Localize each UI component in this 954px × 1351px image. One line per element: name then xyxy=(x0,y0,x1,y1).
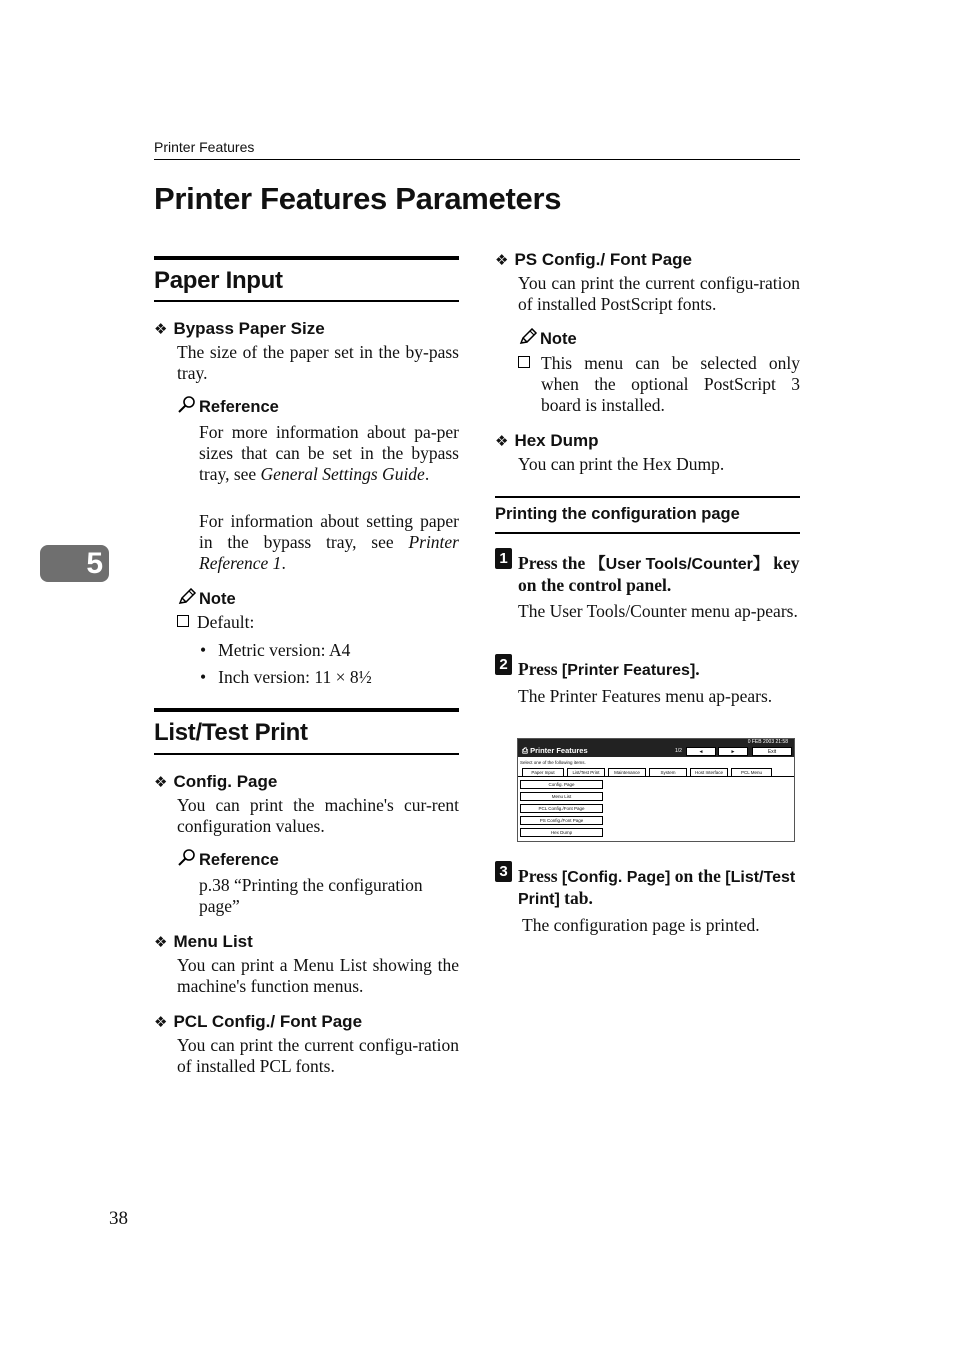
diamond-bullet-icon: ❖ xyxy=(154,321,168,338)
paper-input-section xyxy=(154,256,459,302)
note-heading: Note xyxy=(177,588,236,609)
screen-item-config-page[interactable]: Config. Page xyxy=(520,780,603,789)
step-2-number: 2 xyxy=(495,654,512,675)
bullet-item: • Metric version: A4 xyxy=(200,640,351,660)
ps-font-text: You can print the current configu-ration of installed PostScript fonts. xyxy=(518,273,800,314)
step-3-result: The configuration page is printed. xyxy=(522,915,760,935)
reference-text-2: For information about setting paper in the bypass tray, see Printer Reference 1. xyxy=(199,511,459,573)
screen-exit-button[interactable]: Exit xyxy=(752,747,792,756)
config-page-text: You can print the machine's cur-rent configuration values. xyxy=(177,795,459,836)
chapter-tab: 5 xyxy=(40,545,109,582)
bullet-item: • Inch version: 11 × 8½ xyxy=(200,667,372,687)
step-3-number: 3 xyxy=(495,861,512,882)
bullet-icon: • xyxy=(200,640,207,660)
hex-dump-text: You can print the Hex Dump. xyxy=(518,454,725,474)
printer-icon: ⎙ xyxy=(522,746,531,755)
checkbox-icon xyxy=(518,353,538,374)
screen-prev-button[interactable]: ◄ xyxy=(686,747,716,756)
screen-tab-paper-input[interactable]: Paper Input xyxy=(522,768,564,777)
step-1-number: 1 xyxy=(495,548,512,569)
config-page-title: ❖ Config. Page xyxy=(154,772,278,791)
reference-heading: Reference xyxy=(177,849,279,870)
step-2-title: Press [Printer Features]. xyxy=(518,659,700,679)
procedure-rule-bottom xyxy=(495,532,800,534)
running-head: Printer Features xyxy=(154,139,255,155)
screen-next-button[interactable]: ► xyxy=(718,747,748,756)
step-2-result: The Printer Features menu ap-pears. xyxy=(518,686,773,706)
printer-features-screen xyxy=(517,738,795,842)
page-number: 38 xyxy=(109,1208,128,1229)
pcl-font-title: ❖ PCL Config./ Font Page xyxy=(154,1012,363,1031)
step-1-result: The User Tools/Counter menu ap-pears. xyxy=(518,601,798,621)
reference-text-1: For more information about pa-per sizes that can be set in the bypass tray, see General Settings Guide. xyxy=(199,422,459,484)
step-3-title: Press [Config. Page] on the [List/Test Print] tab. xyxy=(518,866,796,908)
screen-tab-list-test-print[interactable]: List/Test Print xyxy=(567,768,605,777)
diamond-bullet-icon: ❖ xyxy=(495,433,509,450)
pencil-note-icon xyxy=(177,588,197,606)
magnifier-reference-icon xyxy=(177,396,197,414)
page-title: Printer Features Parameters xyxy=(154,181,562,216)
section-rule-top xyxy=(154,256,459,260)
pencil-note-icon xyxy=(518,328,538,346)
section-rule-bottom xyxy=(154,753,459,755)
ps-font-title: ❖ PS Config./ Font Page xyxy=(495,250,693,269)
magnifier-reference-icon xyxy=(177,849,197,867)
list-test-section xyxy=(154,708,459,755)
diamond-bullet-icon: ❖ xyxy=(154,1014,168,1031)
screen-tab-underline xyxy=(518,776,794,777)
section-title: List/Test Print xyxy=(154,719,308,746)
screen-status: 0 FEB 2003 21:58 xyxy=(747,739,788,745)
procedure-title: Printing the configuration page xyxy=(495,505,740,523)
note-heading: Note xyxy=(518,328,577,349)
hex-dump-title: ❖ Hex Dump xyxy=(495,431,599,450)
menu-list-text: You can print a Menu List showing the machine's function menus. xyxy=(177,955,459,996)
screen-item-ps-font[interactable]: PS Config./Font Page xyxy=(520,816,603,825)
checkbox-icon xyxy=(177,615,189,627)
screen-item-pcl-font[interactable]: PCL Config./Font Page xyxy=(520,804,603,813)
screen-tab-system[interactable]: System xyxy=(649,768,687,777)
section-rule-bottom xyxy=(154,300,459,302)
menu-list-title: ❖ Menu List xyxy=(154,932,253,951)
section-title: Paper Input xyxy=(154,267,283,294)
screen-tab-pcl-menu[interactable]: PCL Menu xyxy=(731,768,772,777)
screen-page-indicator: 1/2 xyxy=(675,748,682,754)
diamond-bullet-icon: ❖ xyxy=(154,774,168,791)
section-rule-top xyxy=(154,708,459,712)
ps-note-text: This menu can be selected only when the optional PostScript 3 board is installed. xyxy=(541,353,800,415)
screen-tab-host-interface[interactable]: Host Interface xyxy=(690,768,728,777)
bullet-icon: • xyxy=(200,667,207,687)
screen-title: ⎙ Printer Features xyxy=(522,746,588,755)
screen-item-menu-list[interactable]: Menu List xyxy=(520,792,603,801)
header-rule xyxy=(154,159,800,160)
bypass-text: The size of the paper set in the by-pass tray. xyxy=(177,342,459,383)
config-reference-link[interactable]: p.38 “Printing the configuration page” xyxy=(199,875,423,916)
screen-select-text: Select one of the following items. xyxy=(520,760,586,765)
procedure-rule-top xyxy=(495,496,800,498)
bypass-title: ❖ Bypass Paper Size xyxy=(154,319,325,338)
step-1-title: Press the 【User Tools/Counter】 key on the control panel. xyxy=(518,553,800,595)
note-default: Default: xyxy=(177,612,254,633)
diamond-bullet-icon: ❖ xyxy=(495,252,509,269)
diamond-bullet-icon: ❖ xyxy=(154,934,168,951)
reference-heading: Reference xyxy=(177,396,279,417)
screen-item-hex-dump[interactable]: Hex Dump xyxy=(520,828,603,837)
pcl-font-text: You can print the current configu-ration of installed PCL fonts. xyxy=(177,1035,459,1076)
screen-tab-maintenance[interactable]: Maintenance xyxy=(608,768,646,777)
